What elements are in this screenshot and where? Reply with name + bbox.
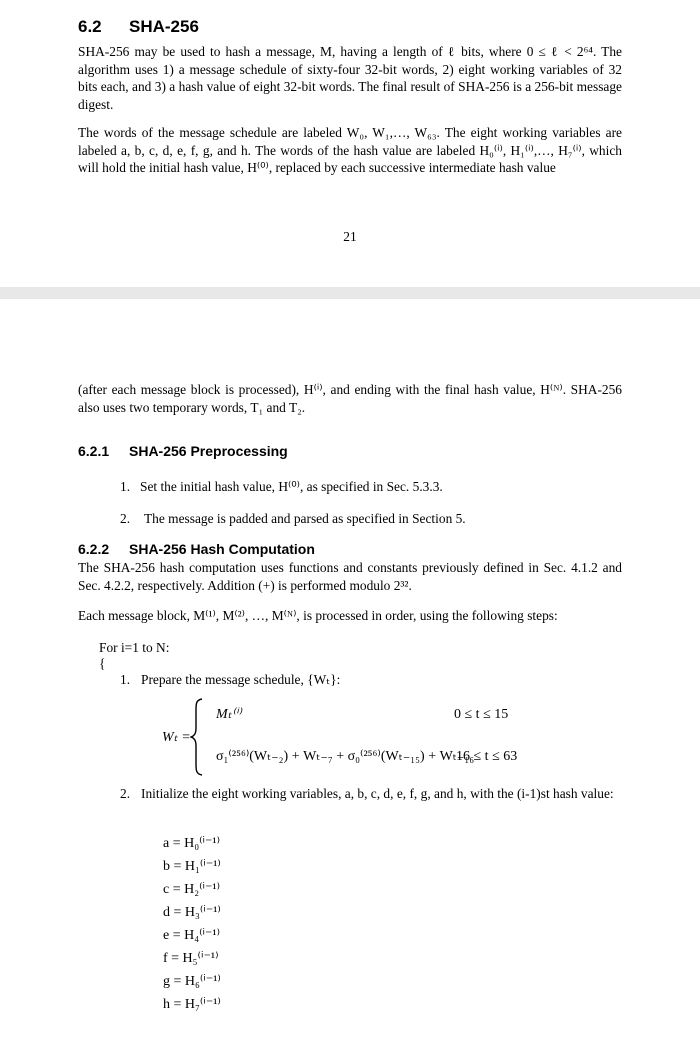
section-number: 6.2 [78, 17, 102, 36]
curly-brace-icon [190, 698, 204, 776]
init-var-h: h = H₇⁽ⁱ⁻¹⁾ [163, 997, 221, 1012]
section-heading-6-2-2 [78, 541, 315, 557]
schedule-case1-expr: Mₜ⁽ⁱ⁾ [216, 707, 242, 722]
loop-header: For i=1 to N: [99, 640, 170, 655]
init-var-d: d = H₃⁽ⁱ⁻¹⁾ [163, 905, 221, 920]
section-number: 6.2.1 [78, 443, 110, 459]
prep-step-2 [120, 511, 466, 527]
paragraph-hash-computation: The SHA-256 hash computation uses functions and constants previously defined in Sec. 4.1.2 and Sec. 4.2.2, respectively. Addition (+) is performed modulo 2³². [78, 560, 622, 593]
section-heading-6-2 [78, 17, 199, 37]
section-title: SHA-256 Preprocessing [129, 443, 288, 459]
step-text: Set the initial hash value, H⁽⁰⁾, as specified in Sec. 5.3.3. [140, 479, 443, 494]
paragraph-message-blocks: Each message block, M⁽¹⁾, M⁽²⁾, …, M⁽ᴺ⁾, is processed in order, using the following steps: [78, 608, 558, 623]
schedule-lhs: Wₜ = [162, 730, 191, 745]
paragraph-continued: (after each message block is processed), H⁽ⁱ⁾, and ending with the final hash value, H⁽ᴺ⁾. SHA-256 also uses two temporary words, T₁ and T₂. [78, 382, 622, 415]
page-break [0, 287, 700, 299]
step-number: 1. [120, 479, 131, 494]
paragraph-labels: The words of the message schedule are labeled W₀, W₁,…, W₆₃. The eight working variables are labeled a, b, c, d, e, f, g, and h. The words of the hash value are labeled H₀⁽ⁱ⁾, H₁⁽ⁱ⁾,…, H₇⁽ⁱ⁾, which will hold the initial hash value, H⁽⁰⁾, replaced by each successive intermediate hash value [78, 125, 622, 175]
step-text: Prepare the message schedule, {Wₜ}: [141, 672, 341, 687]
init-var-b: b = H₁⁽ⁱ⁻¹⁾ [163, 859, 221, 874]
section-title: SHA-256 [129, 17, 199, 36]
step-text: Initialize the eight working variables, a, b, c, d, e, f, g, and h, with the (i-1)st hash value: [141, 786, 614, 801]
schedule-case2-cond: 16 ≤ t ≤ 63 [456, 749, 518, 764]
step-2 [120, 786, 620, 802]
init-var-e: e = H₄⁽ⁱ⁻¹⁾ [163, 928, 221, 943]
step-number: 1. [120, 672, 131, 687]
section-number: 6.2.2 [78, 541, 110, 557]
section-heading-6-2-1 [78, 443, 288, 459]
init-var-g: g = H₆⁽ⁱ⁻¹⁾ [163, 974, 221, 989]
open-brace: { [99, 656, 106, 671]
step-number: 2. [120, 511, 131, 526]
paragraph-intro: SHA-256 may be used to hash a message, M, having a length of ℓ bits, where 0 ≤ ℓ < 2⁶⁴. The algorithm uses 1) a message schedule of sixty-four 32-bit words, 2) eight working variables of 32 bits each, and 3) a hash value of eight 32-bit words. The final result of SHA-256 is a 256-bit message digest. [78, 44, 622, 112]
init-var-a: a = H₀⁽ⁱ⁻¹⁾ [163, 836, 221, 851]
step-1 [120, 672, 340, 688]
init-var-f: f = H₅⁽ⁱ⁻¹⁾ [163, 951, 219, 966]
init-var-c: c = H₂⁽ⁱ⁻¹⁾ [163, 882, 221, 897]
step-text: The message is padded and parsed as specified in Section 5. [144, 511, 466, 526]
schedule-case2-expr: σ₁⁽²⁵⁶⁾(Wₜ₋₂) + Wₜ₋₇ + σ₀⁽²⁵⁶⁾(Wₜ₋₁₅) + Wₜ₋₁₆ [216, 749, 475, 764]
step-number: 2. [120, 786, 131, 801]
page-number: 21 [343, 229, 357, 244]
prep-step-1 [120, 479, 443, 495]
schedule-case1-cond: 0 ≤ t ≤ 15 [454, 707, 509, 722]
section-title: SHA-256 Hash Computation [129, 541, 315, 557]
